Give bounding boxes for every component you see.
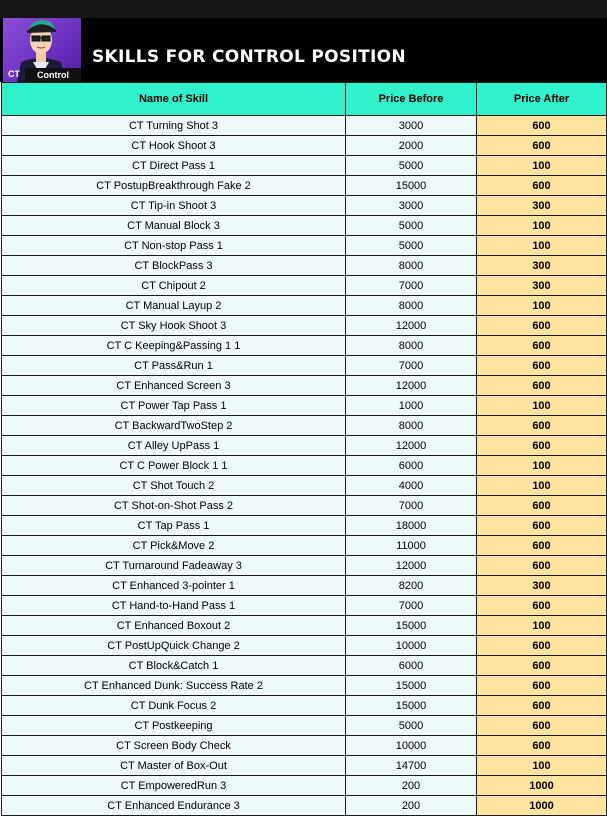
price-before-cell: 7000 xyxy=(346,356,477,376)
price-after-cell: 300 xyxy=(477,276,607,296)
table-row xyxy=(2,176,607,196)
banner-top-strip xyxy=(0,0,607,18)
skill-name-cell: CT Manual Block 3 xyxy=(2,216,346,236)
price-before-cell: 3000 xyxy=(346,196,477,216)
skill-name-cell: CT Sky Hook Shoot 3 xyxy=(2,316,346,336)
table-row xyxy=(2,476,607,496)
price-before-cell: 11000 xyxy=(346,536,477,556)
price-after-cell: 600 xyxy=(477,136,607,156)
skill-name-cell: CT Enhanced Endurance 3 xyxy=(2,796,346,816)
table-row xyxy=(2,516,607,536)
skill-name-cell: CT Hand-to-Hand Pass 1 xyxy=(2,596,346,616)
table-row xyxy=(2,736,607,756)
price-before-cell: 1000 xyxy=(346,396,477,416)
price-before-cell: 10000 xyxy=(346,636,477,656)
column-header-price-before: Price Before xyxy=(346,83,477,116)
table-row xyxy=(2,796,607,816)
skill-name-cell: CT Non-stop Pass 1 xyxy=(2,236,346,256)
price-after-cell: 600 xyxy=(477,116,607,136)
table-row xyxy=(2,776,607,796)
skill-name-cell: CT Shot-on-Shot Pass 2 xyxy=(2,496,346,516)
price-before-cell: 15000 xyxy=(346,696,477,716)
price-before-cell: 14700 xyxy=(346,756,477,776)
price-after-cell: 100 xyxy=(477,456,607,476)
price-before-cell: 5000 xyxy=(346,156,477,176)
price-after-cell: 100 xyxy=(477,396,607,416)
price-before-cell: 7000 xyxy=(346,496,477,516)
skill-name-cell: CT Alley UpPass 1 xyxy=(2,436,346,456)
table-row xyxy=(2,676,607,696)
price-before-cell: 15000 xyxy=(346,616,477,636)
price-before-cell: 2000 xyxy=(346,136,477,156)
price-before-cell: 5000 xyxy=(346,216,477,236)
banner xyxy=(0,0,607,82)
skill-name-cell: CT BlockPass 3 xyxy=(2,256,346,276)
table-row xyxy=(2,536,607,556)
table-row xyxy=(2,756,607,776)
price-after-cell: 600 xyxy=(477,356,607,376)
skill-name-cell: CT Turnaround Fadeaway 3 xyxy=(2,556,346,576)
price-after-cell: 100 xyxy=(477,236,607,256)
skill-name-cell: CT Power Tap Pass 1 xyxy=(2,396,346,416)
price-before-cell: 12000 xyxy=(346,436,477,456)
price-before-cell: 12000 xyxy=(346,316,477,336)
table-body xyxy=(2,116,607,816)
price-before-cell: 10000 xyxy=(346,736,477,756)
table-row xyxy=(2,556,607,576)
price-before-cell: 7000 xyxy=(346,276,477,296)
table-row xyxy=(2,596,607,616)
skill-name-cell: CT Screen Body Check xyxy=(2,736,346,756)
price-before-cell: 8000 xyxy=(346,256,477,276)
table-row xyxy=(2,496,607,516)
skill-name-cell: CT Chipout 2 xyxy=(2,276,346,296)
price-after-cell: 600 xyxy=(477,736,607,756)
table-row xyxy=(2,316,607,336)
skill-name-cell: CT Dunk Focus 2 xyxy=(2,696,346,716)
price-after-cell: 600 xyxy=(477,316,607,336)
price-before-cell: 8200 xyxy=(346,576,477,596)
price-after-cell: 300 xyxy=(477,256,607,276)
skill-name-cell: CT Tip-in Shoot 3 xyxy=(2,196,346,216)
price-after-cell: 100 xyxy=(477,616,607,636)
table-row xyxy=(2,456,607,476)
table-row xyxy=(2,576,607,596)
price-before-cell: 12000 xyxy=(346,556,477,576)
price-before-cell: 7000 xyxy=(346,596,477,616)
price-before-cell: 6000 xyxy=(346,656,477,676)
price-after-cell: 600 xyxy=(477,436,607,456)
table-row xyxy=(2,636,607,656)
table-header xyxy=(2,83,607,116)
price-after-cell: 1000 xyxy=(477,796,607,816)
price-after-cell: 600 xyxy=(477,536,607,556)
table-row xyxy=(2,136,607,156)
table-row xyxy=(2,116,607,136)
price-before-cell: 6000 xyxy=(346,456,477,476)
skill-name-cell: CT Direct Pass 1 xyxy=(2,156,346,176)
table-row xyxy=(2,256,607,276)
role-badge: Control xyxy=(25,68,81,82)
price-before-cell: 3000 xyxy=(346,116,477,136)
table-row xyxy=(2,216,607,236)
price-after-cell: 600 xyxy=(477,696,607,716)
skill-name-cell: CT Tap Pass 1 xyxy=(2,516,346,536)
skill-name-cell: CT Postkeeping xyxy=(2,716,346,736)
table-row xyxy=(2,156,607,176)
table-row xyxy=(2,296,607,316)
skill-name-cell: CT Enhanced Boxout 2 xyxy=(2,616,346,636)
column-header-price-after: Price After xyxy=(477,83,607,116)
price-before-cell: 18000 xyxy=(346,516,477,536)
price-before-cell: 200 xyxy=(346,776,477,796)
skill-name-cell: CT PostUpQuick Change 2 xyxy=(2,636,346,656)
price-after-cell: 100 xyxy=(477,216,607,236)
price-after-cell: 600 xyxy=(477,556,607,576)
price-after-cell: 600 xyxy=(477,516,607,536)
skill-name-cell: CT PostupBreakthrough Fake 2 xyxy=(2,176,346,196)
price-after-cell: 600 xyxy=(477,176,607,196)
price-after-cell: 600 xyxy=(477,676,607,696)
skill-name-cell: CT EmpoweredRun 3 xyxy=(2,776,346,796)
price-after-cell: 600 xyxy=(477,496,607,516)
skill-name-cell: CT Enhanced Dunk: Success Rate 2 xyxy=(2,676,346,696)
price-after-cell: 600 xyxy=(477,336,607,356)
price-after-cell: 600 xyxy=(477,376,607,396)
price-after-cell: 100 xyxy=(477,156,607,176)
price-before-cell: 8000 xyxy=(346,336,477,356)
table-row xyxy=(2,236,607,256)
position-badge: CT xyxy=(8,69,20,79)
table-header-row xyxy=(2,83,607,116)
column-header-skill-name: Name of Skill xyxy=(2,83,346,116)
skill-name-cell: CT BackwardTwoStep 2 xyxy=(2,416,346,436)
skill-name-cell: CT Enhanced Screen 3 xyxy=(2,376,346,396)
table-row xyxy=(2,356,607,376)
price-after-cell: 600 xyxy=(477,416,607,436)
skill-name-cell: CT Shot Touch 2 xyxy=(2,476,346,496)
price-before-cell: 8000 xyxy=(346,296,477,316)
price-before-cell: 15000 xyxy=(346,676,477,696)
table-row xyxy=(2,196,607,216)
skill-name-cell: CT Master of Box-Out xyxy=(2,756,346,776)
table-row xyxy=(2,616,607,636)
price-after-cell: 1000 xyxy=(477,776,607,796)
skill-name-cell: CT Pick&Move 2 xyxy=(2,536,346,556)
skills-price-table xyxy=(1,82,607,816)
skill-name-cell: CT Block&Catch 1 xyxy=(2,656,346,676)
price-before-cell: 5000 xyxy=(346,236,477,256)
table-row xyxy=(2,416,607,436)
table-row xyxy=(2,696,607,716)
table-row xyxy=(2,336,607,356)
table-row xyxy=(2,376,607,396)
price-before-cell: 5000 xyxy=(346,716,477,736)
table-row xyxy=(2,656,607,676)
skill-name-cell: CT C Keeping&Passing 1 1 xyxy=(2,336,346,356)
price-after-cell: 600 xyxy=(477,716,607,736)
table-row xyxy=(2,396,607,416)
price-after-cell: 600 xyxy=(477,596,607,616)
skill-name-cell: CT Enhanced 3-pointer 1 xyxy=(2,576,346,596)
price-after-cell: 600 xyxy=(477,656,607,676)
page-title: SKILLS FOR CONTROL POSITION xyxy=(92,47,406,67)
price-after-cell: 600 xyxy=(477,636,607,656)
table-row xyxy=(2,276,607,296)
price-before-cell: 200 xyxy=(346,796,477,816)
player-avatar-icon xyxy=(3,18,81,82)
price-after-cell: 100 xyxy=(477,476,607,496)
skill-name-cell: CT Pass&Run 1 xyxy=(2,356,346,376)
skill-name-cell: CT Turning Shot 3 xyxy=(2,116,346,136)
table-row xyxy=(2,716,607,736)
price-after-cell: 300 xyxy=(477,196,607,216)
skill-name-cell: CT C Power Block 1 1 xyxy=(2,456,346,476)
skill-name-cell: CT Hook Shoot 3 xyxy=(2,136,346,156)
price-before-cell: 15000 xyxy=(346,176,477,196)
price-after-cell: 300 xyxy=(477,576,607,596)
price-before-cell: 12000 xyxy=(346,376,477,396)
price-before-cell: 8000 xyxy=(346,416,477,436)
price-after-cell: 100 xyxy=(477,296,607,316)
price-after-cell: 100 xyxy=(477,756,607,776)
price-before-cell: 4000 xyxy=(346,476,477,496)
skill-name-cell: CT Manual Layup 2 xyxy=(2,296,346,316)
table-row xyxy=(2,436,607,456)
